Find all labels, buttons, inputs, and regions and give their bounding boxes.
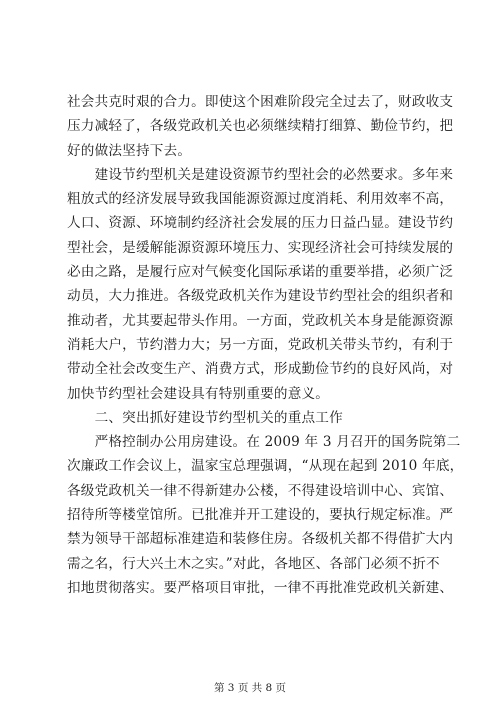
text-line: 建设节约型机关是建设资源节约型社会的必然要求。多年来 bbox=[67, 166, 454, 183]
body-text bbox=[67, 90, 464, 600]
text-line: 严格控制办公用房建设。在 2009 年 3 月召开的国务院第二 bbox=[67, 434, 461, 451]
text-line: 禁为领导干部超标准建造和装修住房。各级机关都不得借扩大内 bbox=[67, 531, 454, 548]
text-line: 动员，大力推进。各级党政机关作为建设节约型社会的组织者和 bbox=[67, 288, 454, 305]
text-line: 型社会，是缓解能源资源环境压力、实现经济社会可持续发展的 bbox=[67, 239, 454, 256]
text-line: 粗放式的经济发展导致我国能源资源过度消耗、利用效率不高， bbox=[67, 191, 454, 208]
text-line: 人口、资源、环境制约经济社会发展的压力日益凸显。建设节约 bbox=[67, 215, 454, 232]
text-line: 需之名，行大兴土木之实。”对此，各地区、各部门必须不折不 bbox=[67, 555, 440, 572]
page-footer: 第 3 页 共 8 页 bbox=[213, 682, 287, 694]
text-line: 招待所等楼堂馆所。已批准并开工建设的，要执行规定标准。严 bbox=[67, 507, 454, 524]
text-line: 压力减轻了，各级党政机关也必须继续精打细算、勤俭节约，把 bbox=[67, 118, 454, 135]
text-line: 扣地贯彻落实。要严格项目审批，一律不再批准党政机关新建、 bbox=[67, 579, 454, 596]
text-line: 次廉政工作会议上，温家宝总理强调，“从现在起到 2010 年底， bbox=[67, 458, 464, 475]
text-line: 加快节约型社会建设具有特别重要的意义。 bbox=[67, 385, 330, 402]
text-line: 各级党政机关一律不得新建办公楼，不得建设培训中心、宾馆、 bbox=[67, 482, 454, 499]
text-line: 消耗大户，节约潜力大；另一方面，党政机关带头节约，有利于 bbox=[67, 336, 454, 353]
section-heading: 二、突出抓好建设节约型机关的重点工作 bbox=[67, 409, 343, 426]
text-line: 推动者，尤其要起带头作用。一方面，党政机关本身是能源资源 bbox=[67, 312, 454, 329]
text-line: 社会共克时艰的合力。即使这个困难阶段完全过去了，财政收支 bbox=[67, 94, 454, 110]
text-line: 必由之路，是履行应对气候变化国际承诺的重要举措，必须广泛 bbox=[67, 264, 454, 281]
text-line: 带动全社会改变生产、消费方式，形成勤俭节约的良好风尚，对 bbox=[67, 361, 454, 378]
text-line: 好的做法坚持下去。 bbox=[67, 142, 192, 159]
